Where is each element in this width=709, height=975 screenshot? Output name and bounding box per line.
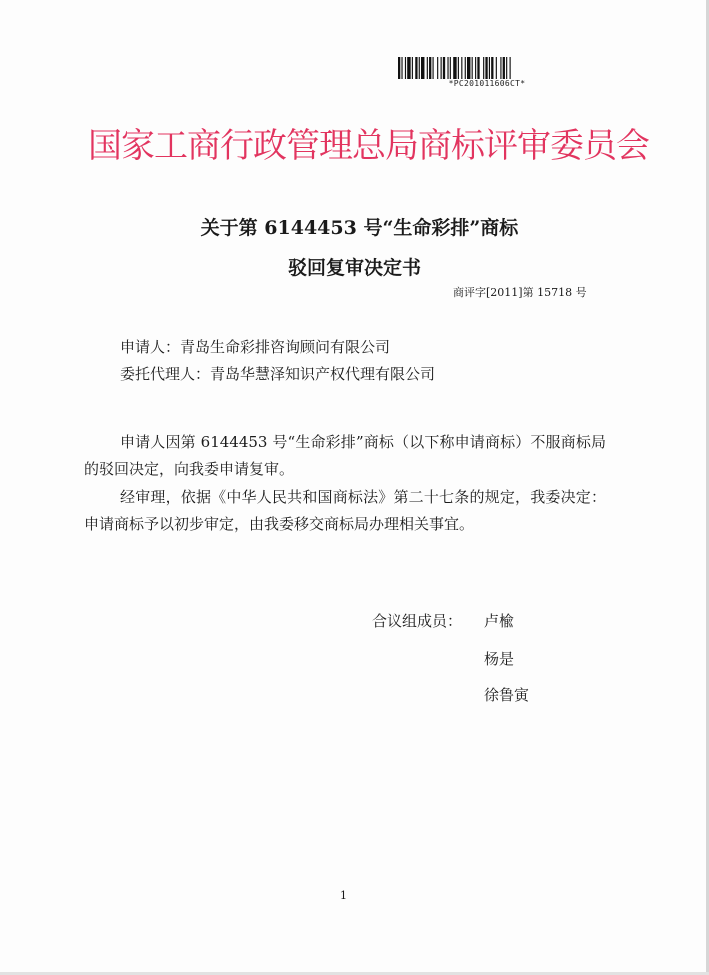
decision-title-line2: 驳回复审决定书 (287, 257, 421, 279)
barcode-image (398, 57, 576, 79)
panel-label: 合议组成员： (372, 612, 463, 630)
barcode-text: *PC201011606CT* (448, 79, 526, 88)
agent-value: 青岛华慧泽知识产权代理有限公司 (210, 365, 436, 383)
page-number: 1 (340, 889, 347, 902)
barcode (398, 57, 576, 88)
applicant-label: 申请人： (120, 338, 181, 356)
panel-member: 卢楡 (484, 612, 515, 630)
agent-label: 委托代理人： (120, 365, 211, 383)
decision-title-line1: 关于第 6144453 号“生命彩排”商标 (200, 217, 519, 239)
agent-line (120, 363, 435, 385)
applicant-value: 青岛生命彩排咨询顾问有限公司 (180, 338, 391, 356)
body-paragraph-2: 经审理，依据《中华人民共和国商标法》第二十七条的规定，我委决定：申请商标予以初步审定，由我委移交商标局办理相关事宜。 (84, 488, 606, 533)
panel-member: 徐鲁寅 (484, 686, 530, 704)
applicant-line (120, 336, 390, 358)
body-paragraph-1: 申请人因第 6144453 号“生命彩排”商标（以下称申请商标）不服商标局的驳回决定，向我委申请复审。 (84, 433, 606, 478)
reference-number: 商评字[2011]第 15718 号 (453, 286, 587, 299)
panel-member: 杨是 (484, 650, 515, 668)
issuer-heading: 国家工商行政管理总局商标评审委员会 (88, 126, 649, 166)
